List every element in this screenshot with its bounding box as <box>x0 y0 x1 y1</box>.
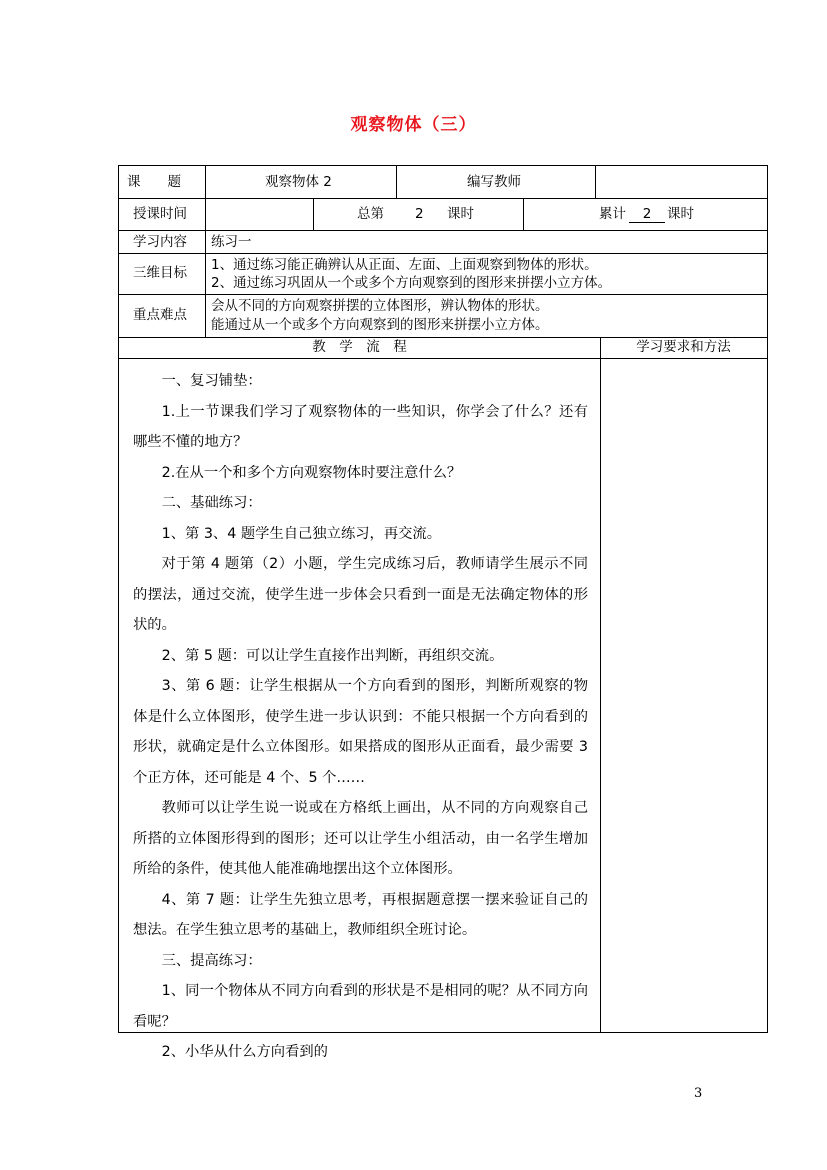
page-number: 3 <box>694 1086 703 1101</box>
lesson-plan-table <box>118 165 768 1060</box>
key-point-line: 能通过从一个或多个方向观察到的图形来拼摆小立方体。 <box>211 317 549 333</box>
flow-paragraph: 1、同一个物体从不同方向看到的形状是不是相同的呢？从不同方向看呢？ <box>133 983 588 1030</box>
total-prefix: 总第 <box>357 206 384 222</box>
col-divider <box>205 198 206 230</box>
col-divider <box>205 230 206 337</box>
flow-paragraph: 2、第 5 题：可以让学生直接作出判断，再组织交流。 <box>161 647 504 664</box>
goal-line: 1、通过练习能正确辨认从正面、左面、上面观察到物体的形状。 <box>211 257 598 273</box>
content-label: 学习内容 <box>133 234 187 250</box>
subject-label: 课 题 <box>127 174 181 190</box>
col-divider <box>396 166 397 198</box>
flow-paragraph: 2、小华从什么方向看到的 <box>161 1044 328 1060</box>
col-divider <box>205 166 206 198</box>
teacher-label: 编写教师 <box>467 174 521 190</box>
flow-paragraph: 一、复习铺垫： <box>161 373 262 389</box>
flow-paragraph: 教师可以让学生说一说或在方格纸上画出，从不同的方向观察自己所搭的立体图形得到的图形；还可以让学生小组活动，由一名学生增加所给的条件，使其他人能准确地摆出这个立体图形。 <box>133 800 588 877</box>
col-divider <box>595 166 596 198</box>
flow-paragraph: 三、提高练习： <box>161 952 262 969</box>
total-number: 2 <box>415 206 424 222</box>
cumulative-prefix: 累计 <box>599 206 626 222</box>
teaching-flow <box>119 366 600 1068</box>
col-divider <box>523 198 524 230</box>
flow-paragraph: 1.上一节课我们学习了观察物体的一些知识，你学会了什么？还有哪些不懂的地方？ <box>133 403 588 450</box>
class-time-label: 授课时间 <box>133 206 187 222</box>
total-suffix: 课时 <box>447 206 474 222</box>
cumulative-number: 2 <box>629 206 665 223</box>
flow-paragraph: 1、第 3、4 题学生自己独立练习，再交流。 <box>161 525 442 542</box>
flow-paragraph: 3、第 6 题：让学生根据从一个方向看到的图形，判断所观察的物体是什么立体图形，使学生进一步认识到：不能只根据一个方向看到的形状，就确定是什么立体图形。如果搭成的图形从正面看，最少需要 3 个正方体，还可能是 4 个、5 个…… <box>133 678 588 786</box>
content-value: 练习一 <box>211 234 252 250</box>
subject-value: 观察物体 2 <box>265 174 332 190</box>
flow-header: 教 学 流 程 <box>312 339 407 355</box>
row-divider <box>119 198 767 199</box>
row-divider <box>119 358 767 359</box>
flow-paragraph: 二、基础练习： <box>161 495 262 511</box>
method-header: 学习要求和方法 <box>636 339 731 355</box>
col-divider <box>600 337 601 1032</box>
goals-label: 三维目标 <box>133 265 187 281</box>
row-divider <box>119 230 767 231</box>
document-title: 观察物体（三） <box>350 115 477 135</box>
flow-paragraph: 2.在从一个和多个方向观察物体时要注意什么？ <box>161 464 462 481</box>
cumulative-suffix: 课时 <box>667 206 694 222</box>
key-points-label: 重点难点 <box>133 307 187 323</box>
row-divider <box>119 253 767 254</box>
key-point-line: 会从不同的方向观察拼摆的立体图形，辨认物体的形状。 <box>211 298 549 314</box>
col-divider <box>313 198 314 230</box>
flow-paragraph: 对于第 4 题第（2）小题，学生完成练习后，教师请学生展示不同的摆法，通过交流，使学生进一步体会只看到一面是无法确定物体的形状的。 <box>133 556 588 633</box>
goal-line: 2、通过练习巩固从一个或多个方向观察到的图形来拼摆小立方体。 <box>211 275 612 291</box>
row-divider <box>119 294 767 295</box>
flow-paragraph: 4、第 7 题：让学生先独立思考，再根据题意摆一摆来验证自己的想法。在学生独立思考的基础上，教师组织全班讨论。 <box>133 891 588 938</box>
row-divider <box>119 337 767 338</box>
